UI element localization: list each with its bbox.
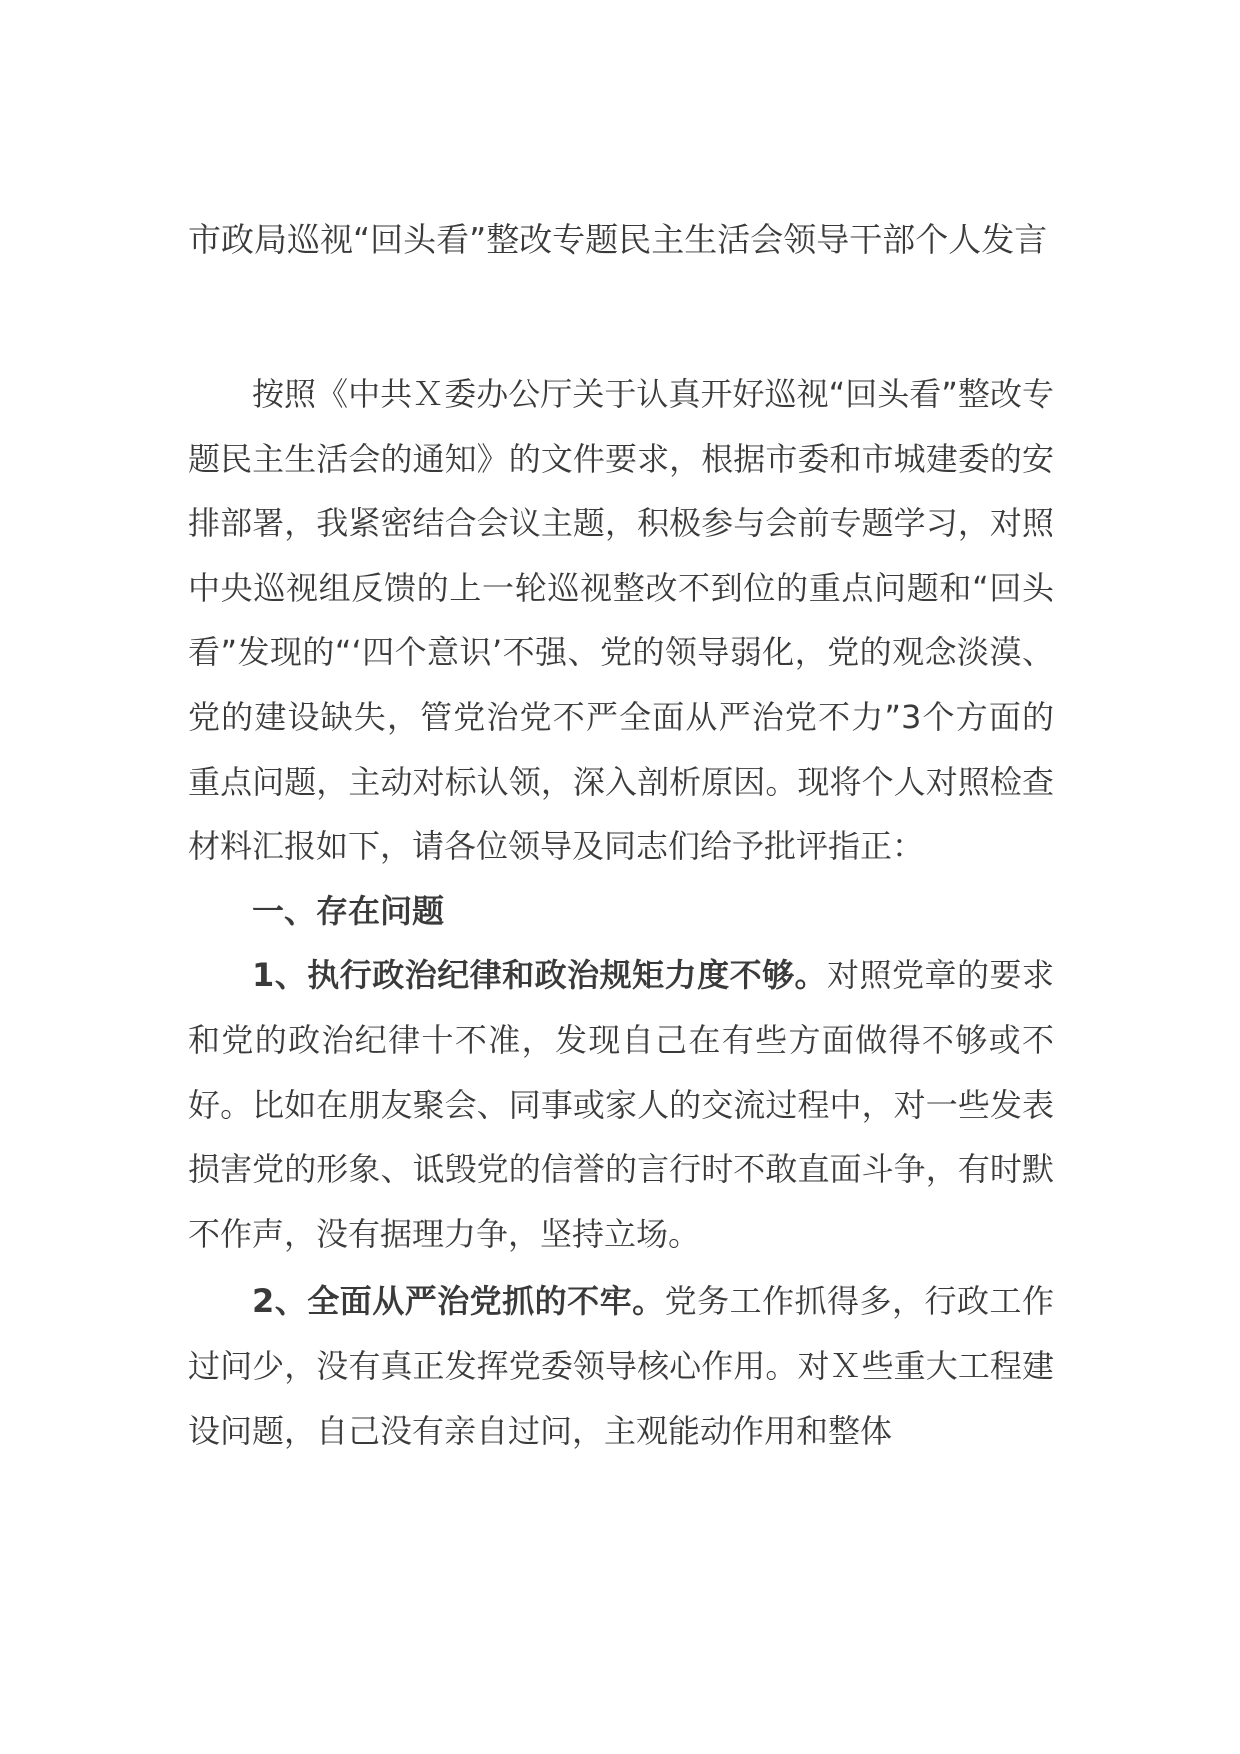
item-lead-2: 2、全面从严治党抓的不牢。 bbox=[252, 1282, 665, 1321]
section-heading: 一、存在问题 bbox=[252, 891, 445, 930]
item-text-1: 对照党章的要求和党的政治纪律十不准，发现自己在有些方面做得不够或不好。比如在朋友聚会、同事或家人的交流过程中，对一些发表损害党的形象、诋毁党的信誉的言行时不敢直面斗争，有时默不作声，没有据理力争，坚持立场。 bbox=[188, 956, 1054, 1253]
intro-paragraph: 按照《中共Ｘ委办公厅关于认真开好巡视“回头看”整改专题民主生活会的通知》的文件要求，根据市委和市城建委的安排部署，我紧密结合会议主题，积极参与会前专题学习，对照中央巡视组反馈的上一轮巡视整改不到位的重点问题和“回头看”发现的“‘四个意识’不强、党的领导弱化，党的观念淡漠、党的建设缺失，管党治党不严全面从严治党不力”3个方面的重点问题，主动对标认领，深入剖析原因。现将个人对照检查材料汇报如下，请各位领导及同志们给予批评指正： bbox=[188, 375, 1054, 866]
item-paragraph-2 bbox=[188, 1269, 1054, 1463]
item-paragraph-1 bbox=[188, 943, 1054, 1266]
document-title: 市政局巡视“回头看”整改专题民主生活会领导干部个人发言 bbox=[188, 220, 1048, 259]
document-body bbox=[188, 362, 1054, 1463]
item-lead-1: 1、执行政治纪律和政治规矩力度不够。 bbox=[252, 956, 828, 995]
item-text-2: 党务工作抓得多，行政工作过问少，没有真正发挥党委领导核心作用。对Ｘ些重大工程建设问题，自己没有亲自过问，主观能动作用和整体 bbox=[188, 1282, 1054, 1450]
